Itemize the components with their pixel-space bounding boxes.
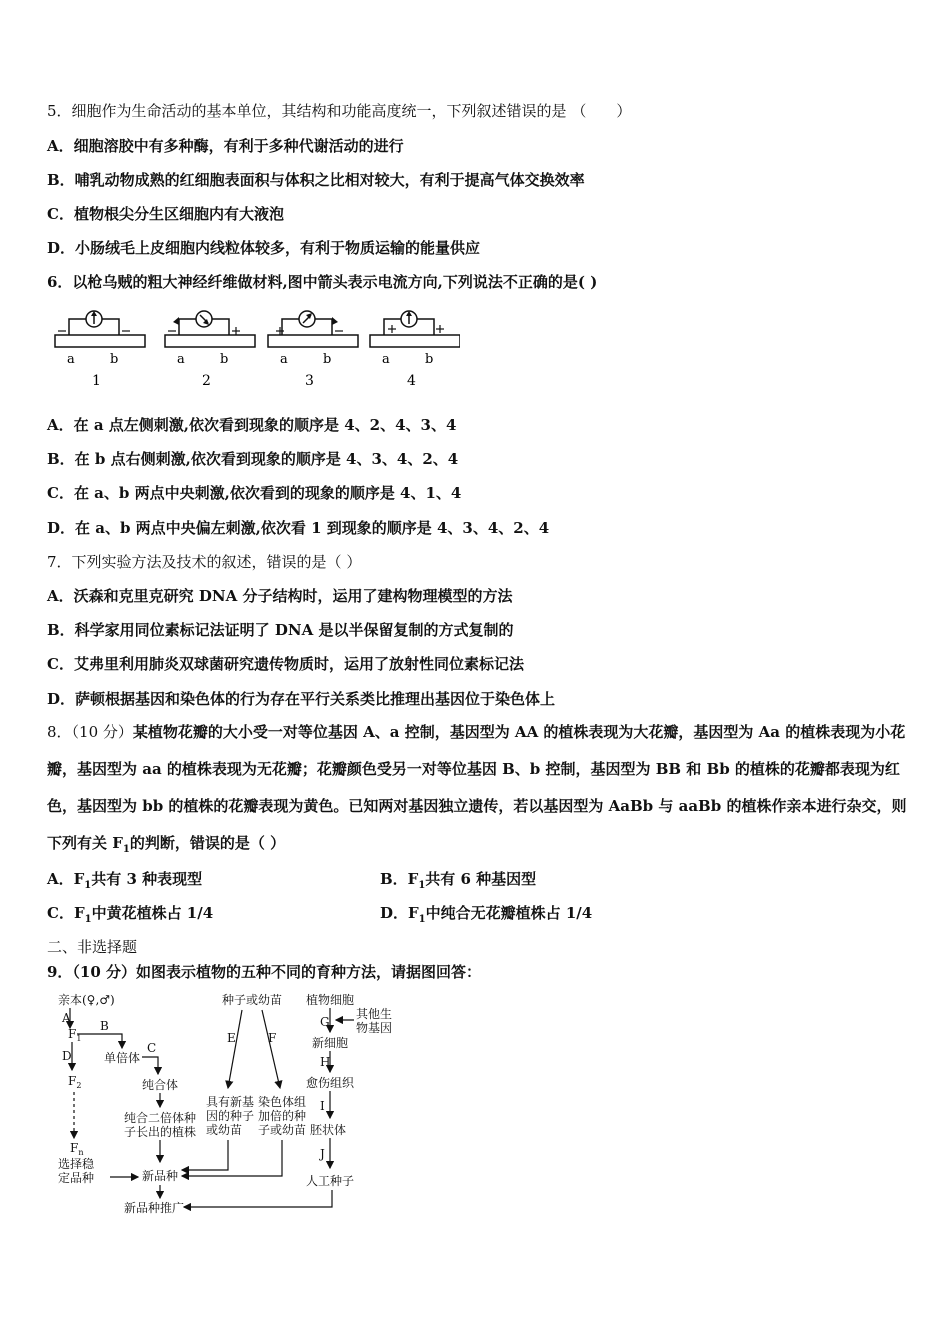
step-I: I bbox=[320, 1099, 325, 1113]
panel-3-label: 3 bbox=[305, 373, 314, 389]
promotion-label: 新品种推广 bbox=[124, 1201, 185, 1215]
q6-option-b: B．在 b 点右侧刺激,依次看到现象的顺序是 4、3、4、2、4 bbox=[47, 450, 459, 468]
select-label-2: 定品种 bbox=[58, 1171, 95, 1185]
F1-label: $F_1$ bbox=[68, 1027, 82, 1043]
q5-option-c: C．植物根尖分生区细胞内有大液泡 bbox=[47, 205, 284, 223]
panel-1-label: 1 bbox=[92, 373, 101, 389]
artificial-seed-label: 人工种子 bbox=[306, 1174, 355, 1188]
panel-4-label: 4 bbox=[407, 373, 416, 389]
figure-panel-1 bbox=[55, 311, 145, 389]
panel-1-point-b: b bbox=[110, 352, 119, 367]
q6-option-a: A．在 a 点左侧刺激,依次看到现象的顺序是 4、2、4、3、4 bbox=[47, 416, 457, 434]
q8-stem bbox=[47, 714, 907, 868]
step-G: G bbox=[320, 1015, 330, 1029]
panel-2-label: 2 bbox=[202, 373, 211, 389]
embryoid-label: 胚状体 bbox=[310, 1123, 347, 1137]
step-A: A bbox=[62, 1011, 71, 1025]
new-variety-label: 新品种 bbox=[142, 1169, 179, 1183]
q5-stem: 5．细胞作为生命活动的基本单位，其结构和功能高度统一，下列叙述错误的是 （ ） bbox=[47, 102, 632, 120]
diploid-label-1: 纯合二倍体种 bbox=[124, 1111, 197, 1125]
figure-panel-4 bbox=[370, 311, 460, 389]
haploid-label: 单倍体 bbox=[104, 1051, 141, 1065]
q7-option-c: C．艾弗里利用肺炎双球菌研究遗传物质时，运用了放射性同位素标记法 bbox=[47, 655, 524, 673]
F2-label: $F_2$ bbox=[68, 1074, 82, 1090]
figure-panel-3 bbox=[268, 311, 358, 389]
select-label-1: 选择稳 bbox=[58, 1157, 95, 1171]
q6-option-c: C．在 a、b 两点中央刺激,依次看到的现象的顺序是 4、1、4 bbox=[47, 484, 462, 502]
callus-label: 愈伤组织 bbox=[306, 1076, 355, 1090]
step-C: C bbox=[147, 1041, 157, 1055]
panel-4-point-a: a bbox=[382, 352, 390, 367]
q5-option-d: D．小肠绒毛上皮细胞内线粒体较多，有利于物质运输的能量供应 bbox=[47, 239, 481, 257]
panel-4-point-b: b bbox=[425, 352, 434, 367]
figure-panel-2 bbox=[165, 311, 255, 389]
step-E: E bbox=[227, 1031, 236, 1045]
q7-option-a: A．沃森和克里克研究 DNA 分子结构时，运用了建构物理模型的方法 bbox=[47, 587, 513, 605]
other-gene-label-2: 物基因 bbox=[356, 1021, 393, 1035]
pure-label: 纯合体 bbox=[142, 1078, 179, 1092]
step-D: D bbox=[62, 1049, 72, 1063]
step-B: B bbox=[100, 1019, 109, 1033]
polyploid-label-1: 染色体组 bbox=[258, 1095, 307, 1109]
plant-cell-label: 植物细胞 bbox=[306, 993, 355, 1007]
q5-option-b: B．哺乳动物成熟的红细胞表面积与体积之比相对较大，有利于提高气体交换效率 bbox=[47, 171, 585, 189]
q7-stem: 7．下列实验方法及技术的叙述，错误的是（ ） bbox=[47, 553, 362, 571]
panel-2-point-b: b bbox=[220, 352, 229, 367]
polyploid-label-2: 加倍的种 bbox=[258, 1109, 307, 1123]
step-F: F bbox=[268, 1031, 277, 1045]
step-H: H bbox=[320, 1055, 331, 1069]
panel-3-point-b: b bbox=[323, 352, 332, 367]
Fn-label: $F_n$ bbox=[70, 1141, 84, 1157]
q8-number: 8．（10 分） bbox=[47, 723, 133, 741]
polyploid-label-3: 子或幼苗 bbox=[258, 1123, 307, 1137]
q9-stem: 9．（10 分）如图表示植物的五种不同的育种方法，请据图回答： bbox=[47, 963, 482, 981]
q8-option-a: A．$F_1$共有 3 种表现型 bbox=[47, 870, 203, 891]
seed-label: 种子或幼苗 bbox=[222, 993, 283, 1007]
q8-option-c: C．$F_1$中黄花植株占 1/4 bbox=[47, 904, 214, 925]
q6-option-d: D．在 a、b 两点中央偏左刺激,依次看 1 到现象的顺序是 4、3、4、2、4 bbox=[47, 519, 550, 537]
section-heading: 二、非选择题 bbox=[47, 938, 138, 956]
new-cell-label: 新细胞 bbox=[312, 1036, 349, 1050]
new-gene-label-2: 因的种子 bbox=[206, 1109, 255, 1123]
q8-stem-text: 某植物花瓣的大小受一对等位基因 A、a 控制，基因型为 AA 的植株表现为大花瓣，基因型为 Aa 的植株表现为小花瓣，基因型为 aa 的植株表现为无花瓣；花瓣颜色受另一对等位基因 B、b 控制，基因型为 BB 和 Bb 的植株的花瓣都表现为红色，基因型为 bb 的植株的花瓣表现为黄色。已知两对基因独立遗传，若以基因型为 AaBb 与 aaBb 的植株作亲本进行杂交，则下列有关 F bbox=[47, 723, 907, 852]
panel-3-point-a: a bbox=[280, 352, 288, 367]
nerve-fiber-figure bbox=[50, 305, 460, 395]
q8-stem-end: 的判断，错误的是（ ） bbox=[129, 834, 286, 852]
parent-label: 亲本(♀,♂) bbox=[58, 993, 115, 1007]
new-gene-label-3: 或幼苗 bbox=[206, 1123, 243, 1137]
q8-option-b: B．$F_1$共有 6 种基因型 bbox=[380, 870, 537, 891]
panel-1-point-a: a bbox=[67, 352, 75, 367]
diploid-label-2: 子长出的植株 bbox=[124, 1125, 197, 1139]
q8-option-d: D．$F_1$中纯合无花瓣植株占 1/4 bbox=[380, 904, 593, 925]
panel-2-point-a: a bbox=[177, 352, 185, 367]
new-gene-label-1: 具有新基 bbox=[206, 1095, 255, 1109]
q7-option-d: D．萨顿根据基因和染色体的行为存在平行关系类比推理出基因位于染色体上 bbox=[47, 690, 556, 708]
q7-option-b: B．科学家用同位素标记法证明了 DNA 是以半保留复制的方式复制的 bbox=[47, 621, 514, 639]
step-J: J bbox=[320, 1147, 325, 1161]
q6-stem: 6．以枪乌贼的粗大神经纤维做材料,图中箭头表示电流方向,下列说法不正确的是( ) bbox=[47, 273, 598, 291]
breeding-diagram bbox=[50, 990, 410, 1222]
q8-stem-subscript: 1 bbox=[122, 844, 130, 855]
other-gene-label-1: 其他生 bbox=[356, 1007, 393, 1021]
q5-option-a: A．细胞溶胶中有多种酶，有利于多种代谢活动的进行 bbox=[47, 137, 404, 155]
